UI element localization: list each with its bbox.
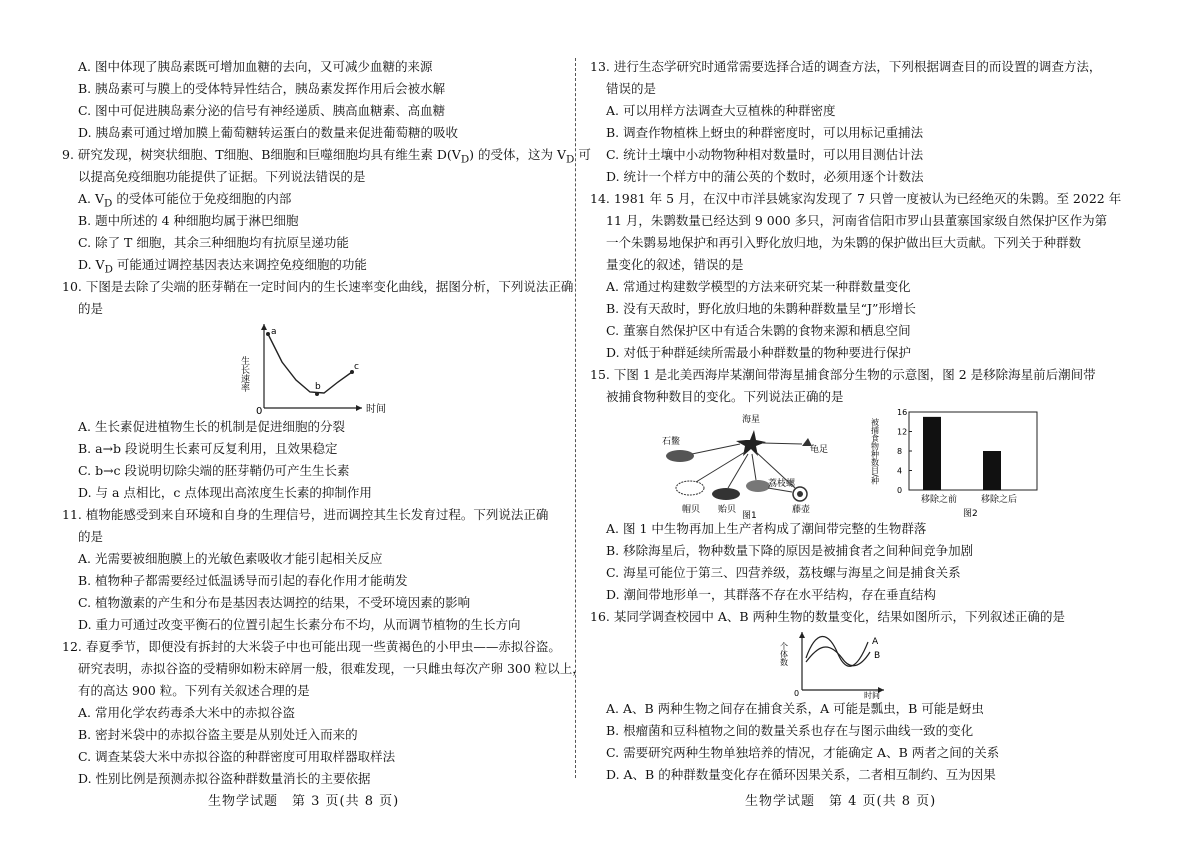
q8-option-c: C. 图中可促进胰岛素分泌的信号有神经递质、胰高血糖素、高血糖 (78, 103, 446, 118)
chiton-label: 石鳖 (662, 437, 681, 447)
q11-stem-cont: 的是 (78, 529, 104, 544)
q14-stem-line3: 一个朱鹮易地保护和再引入野化放归地，为朱鹮的保护做出巨大贡献。下列关于种群数 (606, 235, 1082, 250)
arrow-mussel (728, 454, 748, 488)
q16-option-a: A. A、B 两种生物之间存在捕食关系，A 可能是瓢虫，B 可能是蚜虫 (606, 701, 984, 716)
starfish-icon (736, 430, 766, 456)
limpet-label: 帽贝 (682, 505, 701, 515)
q8-option-b: B. 胰岛素可与膜上的受体特异性结合，胰岛素发挥作用后会被水解 (78, 81, 446, 96)
bar-category-before: 移除之前 (921, 495, 958, 505)
arrow-chiton (692, 444, 740, 454)
q14-stem-line4: 量变化的叙述，错误的是 (606, 257, 744, 272)
q11-stem: 11. 植物能感受到来自环境和自身的生理信号，进而调控其生长发育过程。下列说法正确 (62, 507, 549, 522)
y-label: 个体数 (779, 642, 789, 666)
q14-option-b: B. 没有天敌时，野化放归地的朱鹮种群数量呈“J”形增长 (606, 301, 916, 316)
origin-label: 0 (794, 689, 800, 698)
q10-option-c: C. b→c 段说明切除尖端的胚芽鞘仍可产生生长素 (78, 463, 350, 478)
q15-figures (590, 408, 1125, 521)
column-divider (575, 58, 576, 778)
q9-stem-cont: 以提高免疫细胞功能提供了证据。下列说法错误的是 (78, 169, 366, 184)
chiton-icon (666, 450, 694, 462)
q14-option-c: C. 董寨自然保护区中有适合朱鹮的食物来源和栖息空间 (606, 323, 911, 338)
bar-ytick: 16 (897, 408, 908, 417)
y-label: 生长速率 (239, 356, 249, 392)
right-column (590, 56, 1125, 786)
q10-growth-chart (239, 320, 422, 417)
bar-ytick: 12 (897, 427, 908, 437)
q10-option-b: B. a→b 段说明生长素可反复利用，且效果稳定 (78, 441, 338, 456)
q15-stem-cont: 被捕食物种数目的变化。下列说法正确的是 (606, 389, 844, 404)
arrow-limpet (696, 452, 745, 482)
q15-option-b: B. 移除海星后，物种数量下降的原因是被捕食者之间种间竞争加剧 (606, 543, 974, 558)
limpet-icon (676, 481, 704, 495)
figure1-caption: 图1 (742, 511, 757, 521)
bar-after (983, 451, 1001, 490)
q15-stem: 15. 下图 1 是北美西海岸某潮间带海星捕食部分生物的示意图，图 2 是移除海星前后潮间带 (590, 367, 1096, 382)
q13-option-b: B. 调查作物植株上蚜虫的种群密度时，可以用标记重捕法 (606, 125, 924, 140)
label-a: a (271, 327, 277, 337)
label-c: c (354, 362, 359, 372)
page-footer-left: 生物学试题 第 3 页(共 8 页) (208, 794, 400, 809)
q12-stem-line2: 研究表明，赤拟谷盗的受精卵如粉末碎屑一般，很难发现，一只雌虫每次产卵 300 粒以上， (78, 661, 585, 676)
q9-option-a: A. $V_D$ 的受体可能位于免疫细胞的内部 (78, 191, 292, 210)
q12-option-d: D. 性别比例是预测赤拟谷盗种群数量消长的主要依据 (78, 771, 371, 786)
mussel-icon (712, 488, 740, 500)
arrow-gooseneck (762, 443, 802, 444)
q11-option-a: A. 光需要被细胞膜上的光敏色素吸收才能引起相关反应 (78, 551, 383, 566)
whelk-label: 荔枝螺 (768, 479, 796, 489)
left-column (62, 56, 591, 790)
q14-stem-line1: 14. 1981 年 5 月，在汉中市洋县姚家沟发现了 7 只曾一度被认为已经绝灭的朱鹮。至 2022 年 (590, 191, 1122, 206)
q16-population-chart (780, 628, 910, 698)
x-label: 时间 (864, 691, 880, 700)
q13-option-a: A. 可以用样方法调查大豆植株的种群密度 (606, 103, 836, 118)
q13-stem: 13. 进行生态学研究时通常需要选择合适的调查方法，下列根据调查目的而设置的调查方法， (590, 59, 1102, 74)
q14-stem-line2: 11 月，朱鹮数量已经达到 9 000 多只，河南省信阳市罗山县董寨国家级自然保护区作为第 (606, 213, 1108, 228)
q16-stem: 16. 某同学调查校园中 A、B 两种生物的数量变化，结果如图所示，下列叙述正确的是 (590, 609, 1066, 624)
page-footer-right: 生物学试题 第 4 页(共 8 页) (745, 794, 937, 809)
origin-label: 0 (256, 406, 263, 417)
q12-stem-line1: 12. 春夏季节，即便没有拆封的大米袋子中也可能出现一些黄褐色的小甲虫——赤拟谷盗。 (62, 639, 561, 654)
bar-ytick: 0 (897, 486, 903, 495)
barnacle-label: 藤壶 (792, 505, 811, 515)
series-a-label: A (872, 637, 879, 647)
series-b-curve (806, 647, 870, 666)
q13-stem-cont: 错误的是 (606, 81, 657, 96)
q15-option-d: D. 潮间带地形单一，其群落不存在水平结构，存在垂直结构 (606, 587, 937, 602)
point-a (266, 332, 270, 336)
q12-option-a: A. 常用化学农药毒杀大米中的赤拟谷盗 (78, 705, 295, 720)
q12-option-b: B. 密封米袋中的赤拟谷盗主要是从别处迁入而来的 (78, 727, 358, 742)
q11-option-d: D. 重力可通过改变平衡石的位置引起生长素分布不均，从而调节植物的生长方向 (78, 617, 521, 632)
q16-option-c: C. 需要研究两种生物单独培养的情况，才能确定 A、B 两者之间的关系 (606, 745, 1000, 760)
q16-option-d: D. A、B 的种群数量变化存在循环因果关系，二者相互制约、互为因果 (606, 767, 996, 782)
y-arrow (799, 632, 805, 638)
q9-option-c: C. 除了 T 细胞，其余三种细胞均有抗原呈递功能 (78, 235, 349, 250)
growth-curve (268, 334, 352, 393)
q10-option-a: A. 生长素促进植物生长的机制是促进细胞的分裂 (78, 419, 345, 434)
q9-option-b: B. 题中所述的 4 种细胞均属于淋巴细胞 (78, 213, 299, 228)
arrow-whelk (752, 454, 756, 480)
q11-option-c: C. 植物激素的产生和分布是基因表达调控的结果，不受环境因素的影响 (78, 595, 471, 610)
barnacle-inner (797, 491, 803, 497)
q14-option-a: A. 常通过构建数学模型的方法来研究某一种群数量变化 (606, 279, 911, 294)
q15-option-a: A. 图 1 中生物再加上生产者构成了潮间带完整的生物群落 (606, 521, 927, 536)
q8-option-d: D. 胰岛素可通过增加膜上葡萄糖转运蛋白的数量来促进葡萄糖的吸收 (78, 125, 459, 140)
q9-option-d: D. $V_D$ 可能通过调控基因表达来调控免疫细胞的功能 (78, 257, 367, 276)
gooseneck-barnacle-label: 龟足 (810, 445, 829, 455)
q10-option-d: D. 与 a 点相比，c 点体现出高浓度生长素的抑制作用 (78, 485, 372, 500)
bar-ytick: 8 (897, 447, 903, 456)
q15-option-c: C. 海星可能位于第三、四营养级，荔枝螺与海星之间是捕食关系 (606, 565, 961, 580)
bar-category-after: 移除之后 (981, 495, 1018, 505)
q13-option-c: C. 统计土壤中小动物物种相对数量时，可以用目测估计法 (606, 147, 924, 162)
q9-stem: 9. 研究发现，树突状细胞、T细胞、B细胞和巨噬细胞均具有维生素 $D(V_D)$ 的受体，这为 $V_D$ 可 (62, 147, 591, 166)
q10-figure (62, 320, 562, 416)
q10-stem: 10. 下图是去除了尖端的胚芽鞘在一定时间内的生长速率变化曲线，据图分析，下列说法正确 (62, 279, 574, 294)
q11-option-b: B. 植物种子都需要经过低温诱导而引起的春化作用才能萌发 (78, 573, 408, 588)
q16-figure (590, 628, 1125, 698)
mussel-label: 贻贝 (718, 505, 737, 515)
y-arrow (261, 324, 267, 330)
bar-ylabel: 被捕食物种数目/种 (870, 418, 880, 485)
q12-stem-line3: 有的高达 900 粒。下列有关叙述合理的是 (78, 683, 310, 698)
whelk-icon (746, 480, 770, 492)
q15-figure1-foodweb (650, 410, 850, 520)
series-b-label: B (874, 651, 881, 661)
point-b (315, 392, 319, 396)
q15-figure2-barchart (870, 408, 1045, 519)
figure2-caption: 图2 (963, 509, 978, 519)
q8-option-a: A. 图中体现了胰岛素既可增加血糖的去向，又可减少血糖的来源 (78, 59, 433, 74)
q12-option-c: C. 调查某袋大米中赤拟谷盗的种群密度可用取样器取样法 (78, 749, 396, 764)
q14-option-d: D. 对低于种群延续所需最小种群数量的物种要进行保护 (606, 345, 912, 360)
q10-stem-cont: 的是 (78, 301, 104, 316)
q13-option-d: D. 统计一个样方中的蒲公英的个数时，必须用逐个计数法 (606, 169, 924, 184)
bar-before (923, 417, 941, 490)
x-label: 时间 (366, 404, 386, 415)
label-b: b (315, 382, 321, 392)
q16-option-b: B. 根瘤菌和豆科植物之间的数量关系也存在与图示曲线一致的变化 (606, 723, 974, 738)
bar-ytick: 4 (897, 466, 903, 476)
x-arrow (356, 405, 362, 411)
starfish-label: 海星 (742, 415, 761, 425)
